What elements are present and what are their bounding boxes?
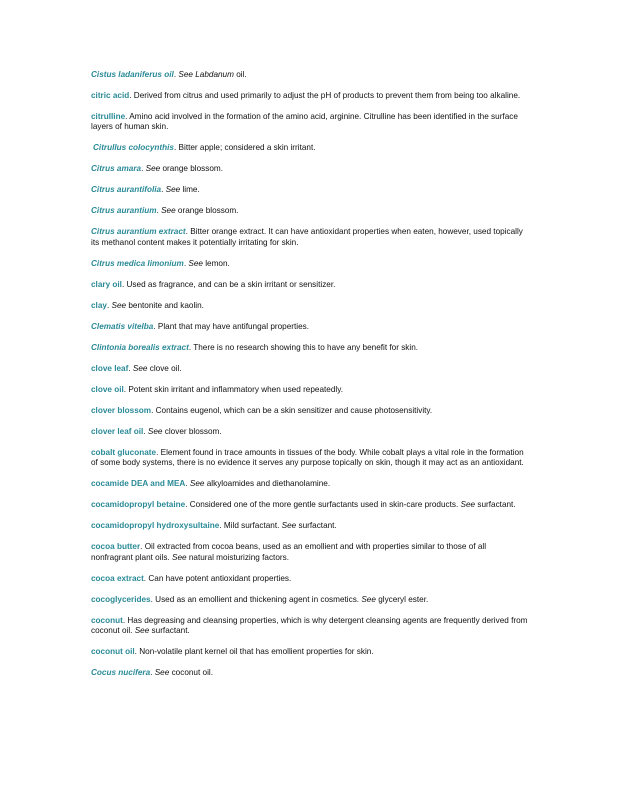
- glossary-entry: [91, 322, 529, 332]
- entry-definition-text: . Considered one of the more gentle surfactants used in skin-care products.: [185, 500, 461, 510]
- glossary-entry: [91, 427, 529, 437]
- entry-term: Citrus amara: [91, 164, 142, 174]
- entry-term: Citrus aurantium extract: [91, 227, 186, 237]
- glossary-entry: [91, 668, 529, 678]
- entry-definition-text: . Element found in trace amounts in tissues of the body. While cobalt plays a vital role in the formation of some body systems, there is no evidence it serves any purpose topically on skin, though it may act as an antioxidant.: [91, 447, 524, 468]
- entry-definition-text: .: [173, 70, 179, 79]
- entry-definition-text: . Used as fragrance, and can be a skin irritant or sensitizer.: [121, 279, 336, 289]
- glossary-page: [91, 70, 529, 689]
- entry-definition-text: .: [141, 164, 146, 174]
- entry-term: coconut oil: [91, 647, 135, 657]
- entry-definition-text: clove oil.: [147, 363, 182, 373]
- entry-term: cocamidopropyl betaine: [91, 500, 186, 510]
- entry-definition-text: . Mild surfactant.: [219, 521, 282, 531]
- entry-definition-text: . Used as an emollient and thickening agent in cosmetics.: [150, 594, 362, 604]
- glossary-entry: [91, 574, 529, 584]
- entry-definition-text: Labdanum: [195, 70, 234, 79]
- entry-definition-text: See: [165, 185, 181, 195]
- entry-definition-text: . Contains eugenol, which can be a skin sensitizer and cause photosensitivity.: [151, 405, 433, 415]
- entry-definition-text: . Bitter orange extract. It can have antioxidant properties when eaten, however, used topically its methanol content makes it potentially irritating for skin.: [91, 227, 523, 247]
- entry-definition-text: .: [128, 363, 133, 373]
- glossary-entry: [91, 185, 529, 195]
- entry-definition-text: .: [143, 426, 148, 436]
- entry-term: Clematis vitelba: [91, 321, 154, 331]
- glossary-entry: [91, 143, 529, 153]
- entry-definition-text: See: [154, 668, 170, 678]
- glossary-entry: [91, 542, 529, 563]
- entry-term: clary oil: [91, 279, 122, 289]
- entry-term: clove leaf: [91, 363, 129, 373]
- glossary-entry: [91, 521, 529, 531]
- entry-definition-text: clover blossom.: [162, 426, 222, 436]
- entry-definition-text: alkyloamides and diethanolamine.: [204, 479, 331, 489]
- entry-term: Cistus ladaniferus oil: [91, 70, 174, 79]
- glossary-entry: [91, 479, 529, 489]
- entry-definition-text: . Can have potent antioxidant properties.: [143, 573, 292, 583]
- entry-term: cocoa butter: [91, 542, 141, 552]
- entry-definition-text: See: [161, 206, 176, 216]
- entry-definition-text: coconut oil.: [169, 668, 213, 678]
- glossary-entry: [91, 343, 529, 353]
- entry-definition-text: natural moisturizing factors.: [186, 552, 289, 562]
- entry-definition-text: See: [132, 363, 148, 373]
- entry-definition-text: surfactant.: [296, 521, 337, 531]
- glossary-entry: [91, 112, 529, 133]
- entry-term: citrulline: [91, 112, 126, 121]
- entry-term: Cocus nucifera: [91, 668, 151, 678]
- entry-definition-text: .: [156, 206, 162, 216]
- glossary-entry: [91, 227, 529, 248]
- entry-term: clover leaf oil: [91, 426, 144, 436]
- entry-definition-text: lemon.: [202, 258, 230, 268]
- entry-definition-text: . Oil extracted from cocoa beans, used as an emollient and with properties similar to those of all nonfragrant plant oils.: [91, 542, 487, 562]
- entry-definition-text: See: [145, 164, 161, 174]
- entry-term: cobalt gluconate: [91, 447, 157, 457]
- entry-term: clay: [91, 300, 107, 310]
- glossary-entry: [91, 406, 529, 416]
- entry-definition-text: .: [185, 479, 190, 489]
- entry-definition-text: See: [188, 258, 203, 268]
- entry-definition-text: See: [111, 300, 127, 310]
- entry-definition-text: lime.: [180, 185, 200, 195]
- entry-definition-text: glyceryl ester.: [375, 594, 429, 604]
- entry-term: cocoglycerides: [91, 594, 151, 604]
- entry-definition-text: surfactant.: [475, 500, 516, 510]
- entry-definition-text: . Has degreasing and cleansing properties, which is why detergent cleansing agents are frequently derived from coconut oil.: [91, 615, 528, 636]
- entry-definition-text: oil.: [233, 70, 247, 79]
- entry-definition-text: See: [134, 626, 150, 636]
- entry-definition-text: See: [361, 594, 376, 604]
- glossary-entry: [91, 206, 529, 216]
- entry-definition-text: .: [150, 668, 155, 678]
- glossary-entry: [91, 385, 529, 395]
- entry-term: clover blossom: [91, 405, 152, 415]
- entry-term: cocamide DEA and MEA: [91, 479, 186, 489]
- glossary-entry: [91, 647, 529, 657]
- glossary-entry: [91, 164, 529, 174]
- entry-definition-text: . Plant that may have antifungal properties.: [153, 321, 309, 331]
- entry-definition-text: . Potent skin irritant and inflammatory when used repeatedly.: [123, 384, 343, 394]
- entry-term: Citrus aurantium: [91, 206, 157, 216]
- entry-definition-text: See: [147, 426, 163, 436]
- entry-definition-text: orange blossom.: [175, 206, 239, 216]
- glossary-entry: [91, 500, 529, 510]
- entry-definition-text: See: [172, 552, 187, 562]
- glossary-entry: [91, 259, 529, 269]
- entry-definition-text: . Non-volatile plant kernel oil that has emollient properties for skin.: [134, 647, 374, 657]
- glossary-entry: [91, 616, 529, 637]
- glossary-entry: [91, 595, 529, 605]
- entry-term: cocamidopropyl hydroxysultaine: [91, 521, 220, 531]
- entry-term: citric acid: [91, 91, 130, 100]
- entry-definition-text: surfactant.: [149, 626, 190, 636]
- entry-definition-text: bentonite and kaolin.: [126, 300, 204, 310]
- glossary-entry: [91, 448, 529, 469]
- glossary-entry: [91, 364, 529, 374]
- entry-definition-text: . There is no research showing this to have any benefit for skin.: [188, 342, 419, 352]
- entry-definition-text: . Bitter apple; considered a skin irritant.: [173, 143, 316, 153]
- glossary-entry: [91, 280, 529, 290]
- entry-term: Citrus medica limonium: [91, 258, 184, 268]
- entry-definition-text: See: [281, 521, 297, 531]
- entry-term: cocoa extract: [91, 573, 144, 583]
- entry-definition-text: . Amino acid involved in the formation of the amino acid, arginine. Citrulline has been identified in the surface layers of human skin.: [91, 112, 518, 132]
- entry-definition-text: . Derived from citrus and used primarily to adjust the pH of products to prevent them from being too alkaline.: [129, 91, 521, 100]
- entry-definition-text: See: [460, 500, 476, 510]
- entry-term: coconut: [91, 615, 123, 625]
- entry-definition-text: .: [106, 300, 112, 310]
- glossary-entry: [91, 301, 529, 311]
- entry-term: Citrus aurantifolia: [91, 185, 162, 195]
- glossary-entry: [91, 91, 529, 101]
- entry-term: clove oil: [91, 384, 124, 394]
- entry-term: Citrullus colocynthis: [93, 143, 174, 153]
- entry-definition-text: See: [189, 479, 205, 489]
- glossary-entry: [91, 70, 529, 80]
- entry-term: Clintonia borealis extract: [91, 342, 189, 352]
- entry-definition-text: orange blossom.: [160, 164, 224, 174]
- entry-definition-text: .: [183, 258, 189, 268]
- entry-definition-text: See: [178, 70, 193, 79]
- entry-definition-text: .: [161, 185, 166, 195]
